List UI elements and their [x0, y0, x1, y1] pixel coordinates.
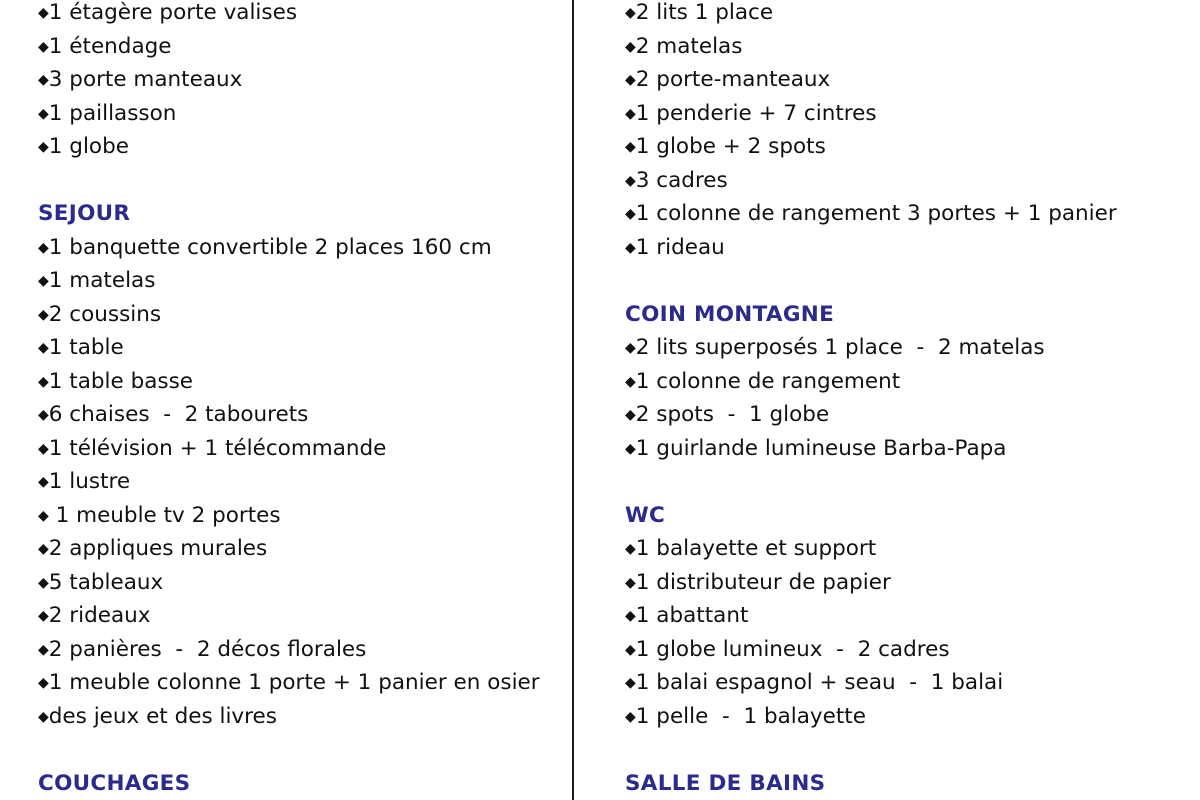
inventory-item-text: 1 lustre [48, 469, 131, 494]
inventory-item [625, 30, 1185, 64]
inventory-item [625, 231, 1185, 265]
blank-line [625, 733, 1185, 767]
inventory-left-column [38, 0, 558, 800]
bullet-diamond-icon: ◆ [38, 273, 49, 289]
inventory-item-text: 1 globe lumineux - 2 cadres [635, 636, 950, 662]
inventory-item [625, 331, 1185, 365]
section-heading: COIN MONTAGNE [625, 301, 835, 327]
section-heading: SALLE DE BAINS [625, 770, 826, 796]
inventory-item-text: 2 lits superposés 1 place - 2 matelas [635, 335, 1045, 360]
inventory-item-text: 2 coussins [48, 301, 162, 327]
bullet-diamond-icon: ◆ [625, 373, 636, 390]
inventory-item [38, 97, 558, 131]
inventory-item-text: 1 colonne de rangement 3 portes + 1 panier [635, 201, 1117, 226]
bullet-diamond-icon: ◆ [38, 407, 49, 423]
inventory-item [38, 130, 558, 164]
inventory-item-text: 6 chaises - 2 tabourets [48, 402, 309, 427]
inventory-item-text: 1 matelas [48, 268, 156, 293]
bullet-diamond-icon: ◆ [625, 239, 636, 256]
inventory-right-column [625, 0, 1185, 800]
bullet-diamond-icon: ◆ [38, 440, 49, 457]
bullet-diamond-icon: ◆ [625, 206, 636, 222]
bullet-diamond-icon: ◆ [38, 105, 49, 122]
section-heading: COUCHAGES [38, 770, 191, 796]
column-divider [572, 0, 574, 800]
inventory-item-text: 2 appliques murales [48, 536, 268, 561]
blank-line [625, 264, 1185, 298]
bullet-diamond-icon: ◆ [625, 38, 636, 55]
inventory-item-text: 1 pelle - 1 balayette [635, 703, 866, 729]
bullet-diamond-icon: ◆ [625, 340, 636, 356]
inventory-item-text: 1 table basse [48, 368, 194, 394]
blank-line [625, 465, 1185, 499]
bullet-diamond-icon: ◆ [38, 507, 49, 524]
bullet-diamond-icon: ◆ [38, 608, 49, 624]
inventory-item [38, 432, 558, 466]
inventory-item [625, 164, 1185, 198]
bullet-diamond-icon: ◆ [38, 675, 49, 691]
inventory-item-text: 1 globe + 2 spots [635, 134, 826, 159]
inventory-item-text: 5 tableaux [48, 569, 164, 595]
bullet-diamond-icon: ◆ [625, 608, 636, 624]
inventory-item-text: 2 rideaux [48, 603, 151, 628]
bullet-diamond-icon: ◆ [625, 5, 636, 21]
bullet-diamond-icon: ◆ [38, 5, 49, 21]
inventory-item [38, 264, 558, 298]
inventory-item [625, 700, 1185, 734]
inventory-item-text: 1 balayette et support [635, 536, 877, 561]
inventory-item-text: 1 meuble tv 2 portes [48, 502, 281, 528]
inventory-item-text: 1 télévision + 1 télécommande [48, 435, 387, 461]
inventory-item-text: 2 lits 1 place [635, 0, 774, 25]
bullet-diamond-icon: ◆ [38, 306, 49, 323]
inventory-item [625, 599, 1185, 633]
bullet-diamond-icon: ◆ [625, 407, 636, 423]
inventory-item-text: 1 paillasson [48, 100, 177, 126]
bullet-diamond-icon: ◆ [625, 72, 636, 88]
blank-line [38, 733, 558, 767]
inventory-item [625, 197, 1185, 231]
inventory-item-text: 3 porte manteaux [48, 67, 243, 92]
inventory-item [625, 63, 1185, 97]
inventory-item-text: 1 table [48, 335, 124, 360]
bullet-diamond-icon: ◆ [38, 72, 49, 88]
blank-line [38, 164, 558, 198]
inventory-item-text: 2 panières - 2 décos florales [48, 636, 367, 662]
inventory-item-text: 1 meuble colonne 1 porte + 1 panier en osier [48, 670, 540, 695]
bullet-diamond-icon: ◆ [38, 38, 49, 55]
bullet-diamond-icon: ◆ [625, 541, 636, 557]
inventory-item [625, 130, 1185, 164]
inventory-item [38, 599, 558, 633]
inventory-item-text: 1 étagère porte valises [48, 0, 298, 25]
section-heading: SEJOUR [38, 201, 131, 226]
inventory-item-text: 1 balai espagnol + seau - 1 balai [635, 670, 1004, 695]
inventory-item-text: 3 cadres [635, 167, 728, 193]
inventory-item [38, 298, 558, 332]
inventory-item [625, 666, 1185, 700]
bullet-diamond-icon: ◆ [625, 440, 636, 457]
inventory-item [38, 700, 558, 734]
inventory-item [38, 30, 558, 64]
inventory-item-text: 1 étendage [48, 33, 172, 59]
inventory-item [38, 331, 558, 365]
inventory-item [38, 63, 558, 97]
bullet-diamond-icon: ◆ [38, 541, 49, 557]
bullet-diamond-icon: ◆ [625, 675, 636, 691]
inventory-item-text: 1 penderie + 7 cintres [635, 100, 877, 126]
inventory-item-text: 1 rideau [635, 234, 725, 260]
bullet-diamond-icon: ◆ [38, 340, 49, 356]
inventory-item-text: 1 colonne de rangement [635, 368, 901, 394]
inventory-item [625, 398, 1185, 432]
inventory-item [38, 465, 558, 499]
inventory-item [625, 97, 1185, 131]
bullet-diamond-icon: ◆ [625, 574, 636, 591]
inventory-item-text: 1 globe [48, 134, 129, 159]
inventory-item [38, 0, 558, 30]
bullet-diamond-icon: ◆ [625, 708, 636, 725]
inventory-item [625, 566, 1185, 600]
inventory-item [38, 499, 558, 533]
inventory-item [625, 532, 1185, 566]
inventory-item [625, 432, 1185, 466]
inventory-item [38, 398, 558, 432]
inventory-item [38, 666, 558, 700]
bullet-diamond-icon: ◆ [625, 105, 636, 122]
inventory-item [38, 532, 558, 566]
inventory-item-text: 1 abattant [635, 603, 749, 628]
inventory-item-text: 2 matelas [635, 33, 743, 59]
inventory-item [38, 231, 558, 265]
inventory-item [625, 365, 1185, 399]
inventory-item-text: 1 banquette convertible 2 places 160 cm [48, 234, 492, 260]
bullet-diamond-icon: ◆ [38, 641, 49, 658]
inventory-item-text: 2 spots - 1 globe [635, 402, 830, 427]
bullet-diamond-icon: ◆ [625, 641, 636, 658]
inventory-item [38, 365, 558, 399]
bullet-diamond-icon: ◆ [625, 139, 636, 155]
inventory-item-text: 2 porte-manteaux [635, 67, 831, 92]
bullet-diamond-icon: ◆ [38, 373, 49, 390]
bullet-diamond-icon: ◆ [38, 474, 49, 490]
section-heading: WC [625, 502, 666, 528]
bullet-diamond-icon: ◆ [625, 172, 636, 189]
bullet-diamond-icon: ◆ [38, 708, 49, 725]
inventory-item-text: des jeux et des livres [48, 703, 277, 729]
inventory-item-text: 1 guirlande lumineuse Barba-Papa [635, 435, 1007, 461]
bullet-diamond-icon: ◆ [38, 239, 49, 256]
inventory-item-text: 1 distributeur de papier [635, 569, 891, 595]
inventory-item [625, 0, 1185, 30]
inventory-item [38, 566, 558, 600]
bullet-diamond-icon: ◆ [38, 574, 49, 591]
inventory-item [625, 633, 1185, 667]
inventory-item [38, 633, 558, 667]
bullet-diamond-icon: ◆ [38, 139, 49, 155]
